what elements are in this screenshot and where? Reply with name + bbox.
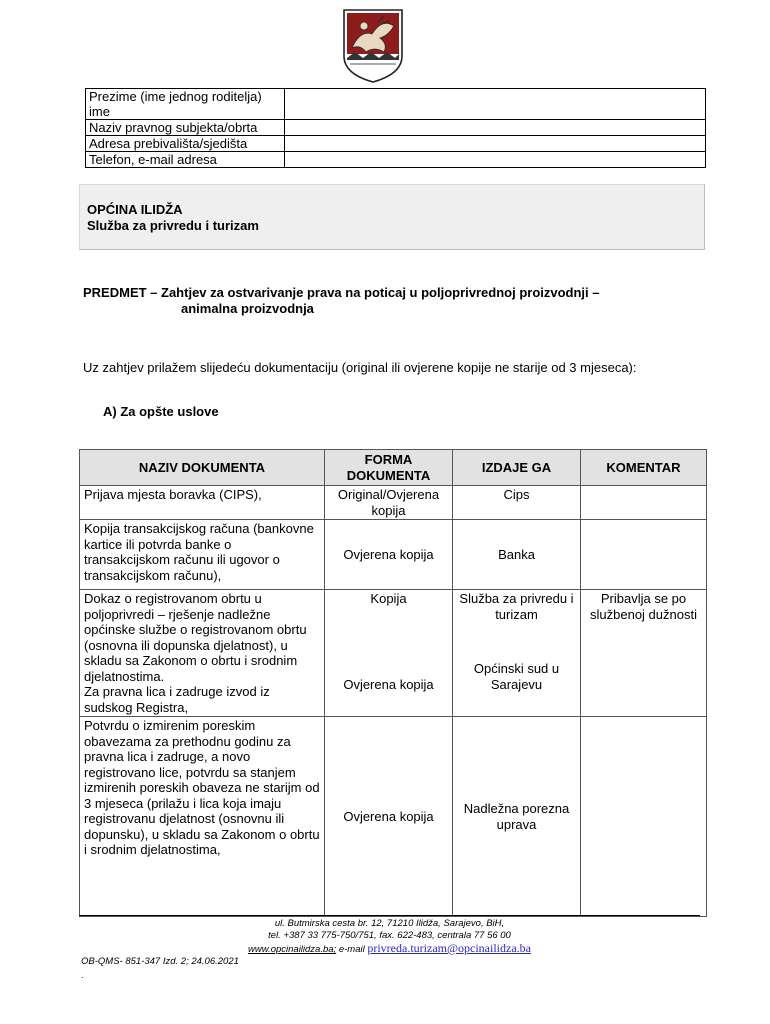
documents-table (79, 449, 707, 917)
subject-heading (83, 285, 703, 317)
subject-line-1: PREDMET – Zahtjev za ostvarivanje prava na poticaj u poljoprivrednoj proizvodnji – (83, 285, 600, 300)
intro-text: Uz zahtjev prilažem slijedeću dokumentaciju (original ili ovjerene kopije ne starije od 3 mjeseca): (83, 360, 637, 375)
doc-form-cell (325, 590, 453, 717)
doc-comment[interactable] (581, 486, 707, 520)
table-row (80, 717, 707, 917)
doc-issuer-cell (453, 590, 581, 717)
trailing-mark: . (81, 970, 84, 980)
footer-email-link[interactable]: privreda.turizam@opcinailidza.ba (367, 941, 531, 955)
header-document-form: FORMA DOKUMENTA (325, 450, 453, 486)
doc-comment: Pribavlja se po službenoj dužnosti (581, 590, 707, 717)
doc-name: Prijava mjesta boravka (CIPS), (80, 486, 325, 520)
table-row (80, 486, 707, 520)
header-comment: KOMENTAR (581, 450, 707, 486)
applicant-input-entity[interactable] (285, 120, 706, 136)
table-row (80, 520, 707, 590)
applicant-row-name (86, 89, 706, 120)
doc-form: Kopija (370, 591, 407, 606)
doc-name: Potvrdu o izmirenim poreskim obavezama za prethodnu godinu za pravna lica i zadruge, a novo registrovano lice, potvrdu sa stanjem izmirenih poreskih obaveza ne starijm od 3 mjeseca (prilažu i lica koja imaju registrovanu djelatnost (osnovnu ili dopunsku), u skladu sa Zakonom o obrtu i srodnim djelatnostima, (80, 717, 325, 917)
applicant-label-name: Prezime (ime jednog roditelja) ime (86, 89, 285, 120)
table-row (80, 590, 707, 717)
doc-issuer: Služba za privredu i turizam (459, 591, 574, 622)
doc-issuer: Nadležna porezna uprava (453, 717, 581, 917)
addressee-box (79, 184, 705, 250)
doc-comment[interactable] (581, 520, 707, 590)
municipality-crest-icon (342, 8, 404, 84)
doc-name-secondary: Za pravna lica i zadruge izvod iz sudskog Registra, (84, 684, 270, 715)
header-issuer: IZDAJE GA (453, 450, 581, 486)
doc-form: Ovjerena kopija (325, 717, 453, 917)
applicant-input-name[interactable] (285, 89, 706, 120)
section-a-heading: A) Za opšte uslove (103, 404, 219, 419)
applicant-label-entity: Naziv pravnog subjekta/obrta (86, 120, 285, 136)
footer-email-label: e-mail (336, 944, 368, 955)
document-reference: OB-QMS- 851-347 Izd. 2; 24.06.2021 (81, 956, 239, 967)
doc-form: Ovjerena kopija (325, 520, 453, 590)
footer-phone: tel. +387 33 775-750/751, fax. 622-483, centrala 77 56 00 (268, 930, 511, 941)
applicant-row-contact (86, 152, 706, 168)
doc-name: Dokaz o registrovanom obrtu u poljoprivredi – rješenje nadležne općinske službe o registrovanom obrtu (osnovna ili dopunska djelatnost), u skladu sa Zakonom o obrtu i srodnim djelatnostima. (84, 591, 307, 684)
doc-comment[interactable] (581, 717, 707, 917)
footer-website-link[interactable]: www.opcinailidza.ba; (248, 944, 337, 955)
footer-address: ul. Butmirska cesta br. 12, 71210 Ilidža, Sarajevo, BiH, (274, 918, 505, 929)
doc-form: Original/Ovjerena kopija (325, 486, 453, 520)
header-document-name: NAZIV DOKUMENTA (80, 450, 325, 486)
addressee-department: Služba za privredu i turizam (87, 218, 259, 233)
subject-line-2: animalna proizvodnja (181, 301, 314, 316)
doc-form-secondary: Ovjerena kopija (343, 676, 434, 692)
footer (79, 918, 700, 956)
footer-web-line (79, 942, 700, 956)
doc-issuer: Cips (453, 486, 581, 520)
applicant-row-address (86, 136, 706, 152)
applicant-row-entity (86, 120, 706, 136)
addressee-municipality: OPĆINA ILIDŽA (87, 202, 183, 217)
applicant-input-address[interactable] (285, 136, 706, 152)
footer-divider (79, 915, 700, 916)
doc-issuer: Banka (453, 520, 581, 590)
doc-name: Kopija transakcijskog računa (bankovne kartice ili potvrda banke o transakcijskom računu ili ugovor o transakcijskom računu), (80, 520, 325, 590)
applicant-label-address: Adresa prebivališta/sjedišta (86, 136, 285, 152)
doc-name-cell (80, 590, 325, 717)
doc-issuer-secondary: Općinski sud u Sarajevu (473, 661, 560, 692)
documents-header-row (80, 450, 707, 486)
applicant-label-contact: Telefon, e-mail adresa (86, 152, 285, 168)
applicant-input-contact[interactable] (285, 152, 706, 168)
applicant-info-table (85, 88, 706, 168)
